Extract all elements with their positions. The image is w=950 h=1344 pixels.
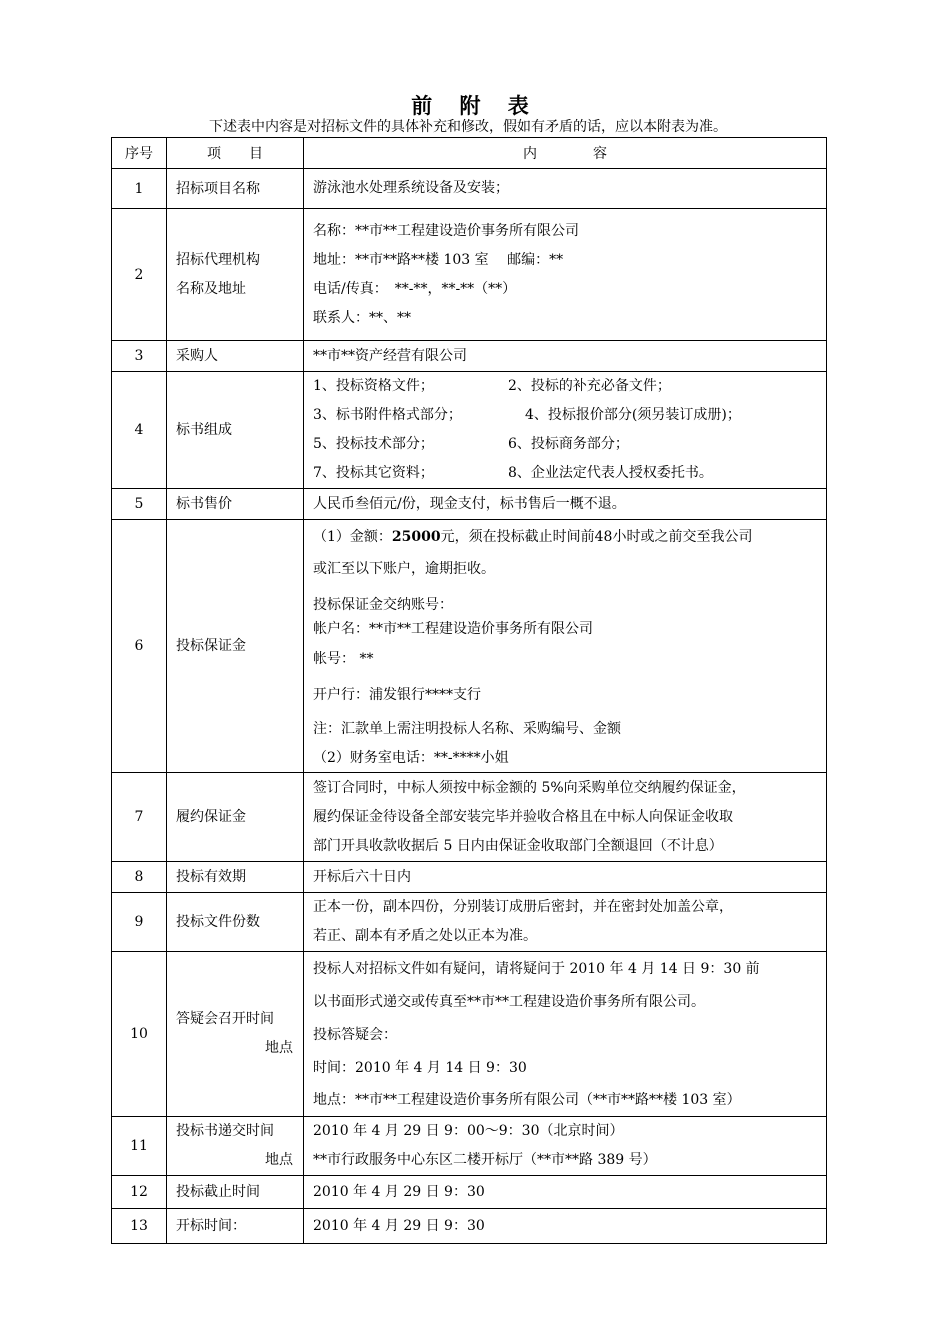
bid-component: 7、投标其它资料； (313, 465, 434, 481)
row-number: 1 (112, 169, 167, 209)
table-row (112, 773, 827, 862)
table-row (112, 489, 827, 520)
table-header-row (112, 138, 827, 169)
bid-component: 1、投标资格文件； (313, 378, 434, 394)
table-row (112, 1176, 827, 1209)
header-no: 序号 (112, 138, 167, 169)
remittance-note: 注：汇款单上需注明投标人名称、采购编号、金额 (313, 721, 621, 737)
table-row (112, 372, 827, 489)
table-row (112, 952, 827, 1117)
row-content (304, 341, 827, 372)
bid-component-pair (313, 430, 820, 459)
item-line: 招标代理机构 (176, 251, 260, 268)
content-line: **市**资产经营有限公司 (313, 347, 467, 364)
row-content (304, 209, 827, 341)
submission-location: **市行政服务中心东区二楼开标厅（**市**路 389 号） (313, 1152, 657, 1168)
row-item (167, 1117, 304, 1176)
row-item: 投标有效期 (167, 862, 304, 893)
header-item: 项 目 (167, 138, 304, 169)
row-item: 采购人 (167, 341, 304, 372)
item-line: 名称及地址 (176, 280, 246, 297)
account-name: 帐户名：**市**工程建设造价事务所有限公司 (313, 621, 593, 637)
content-line: 开标后六十日内 (313, 868, 411, 885)
row-number: 9 (112, 893, 167, 952)
content-line: 2010 年 4 月 29 日 9：30 (313, 1183, 485, 1200)
content-line: 签订合同时，中标人须按中标金额的 5%向采购单位交纳履约保证金， (313, 779, 746, 796)
row-item: 履约保证金 (167, 773, 304, 862)
row-item (167, 952, 304, 1117)
preface-note: 下述表中内容是对招标文件的具体补充和修改，假如有矛盾的话，应以本附表为准。 (209, 119, 727, 135)
row-number: 8 (112, 862, 167, 893)
bid-component: 3、标书附件格式部分； (313, 407, 462, 423)
row-number: 2 (112, 209, 167, 341)
row-number: 5 (112, 489, 167, 520)
table-row (112, 169, 827, 209)
content-line: 以书面形式递交或传真至**市**工程建设造价事务所有限公司。 (313, 994, 705, 1010)
content-line: 若正、副本有矛盾之处以正本为准。 (313, 928, 537, 944)
bid-component-pair (313, 459, 820, 488)
table-row (112, 862, 827, 893)
agency-contact: 联系人：**、** (313, 309, 411, 326)
row-content (304, 372, 827, 489)
row-content (304, 952, 827, 1117)
row-number: 6 (112, 520, 167, 773)
content-line: 部门开具收款收据后 5 日内由保证金收取部门全额退回（不计息） (313, 837, 723, 854)
account-number: 帐号： ** (313, 651, 374, 667)
row-item (167, 209, 304, 341)
content-line: 人民币叁佰元/份，现金支付，标书售后一概不退。 (313, 495, 626, 512)
row-content (304, 169, 827, 209)
row-item: 招标项目名称 (167, 169, 304, 209)
row-content (304, 1176, 827, 1209)
row-number: 10 (112, 952, 167, 1117)
page-title: 前 附 表 (411, 94, 539, 118)
row-item: 投标截止时间 (167, 1176, 304, 1209)
row-number: 4 (112, 372, 167, 489)
row-number: 3 (112, 341, 167, 372)
bid-component-pair (313, 372, 820, 401)
deposit-amount-suffix: 元，须在投标截止时间前48小时或之前交至我公司 (440, 529, 753, 545)
content-line: 或汇至以下账户，逾期拒收。 (313, 561, 495, 577)
row-item: 投标文件份数 (167, 893, 304, 952)
submission-time: 2010 年 4 月 29 日 9：00～9：30（北京时间） (313, 1123, 624, 1139)
agency-phone: 电话/传真： **-**，**-**（**） (313, 280, 517, 297)
row-content (304, 773, 827, 862)
bank-name: 开户行：浦发银行****支行 (313, 687, 481, 703)
bid-component: 4、投标报价部分(须另装订成册)； (525, 407, 741, 423)
bid-component: 5、投标技术部分； (313, 436, 434, 452)
item-line: 地点 (265, 1152, 293, 1168)
header-content: 内 容 (304, 138, 827, 169)
table-row (112, 1117, 827, 1176)
agency-name: 名称：**市**工程建设造价事务所有限公司 (313, 222, 579, 239)
deposit-amount-prefix: （1）金额： (313, 529, 392, 545)
table-row (112, 209, 827, 341)
row-content (304, 862, 827, 893)
content-line: 游泳池水处理系统设备及安装； (313, 180, 509, 196)
qa-time: 时间：2010 年 4 月 14 日 9：30 (313, 1060, 527, 1076)
row-content (304, 489, 827, 520)
content-line: 履约保证金待设备全部安装完毕并验收合格且在中标人向保证金收取 (313, 808, 733, 825)
row-item: 标书组成 (167, 372, 304, 489)
deposit-amount-line (313, 521, 820, 553)
deposit-amount: 25000 (391, 529, 441, 545)
bid-component: 8、企业法定代表人授权委托书。 (508, 465, 713, 481)
finance-phone: （2）财务室电话：**-****小姐 (313, 750, 509, 766)
row-number: 13 (112, 1209, 167, 1244)
item-line: 投标书递交时间 (176, 1123, 274, 1139)
content-line: 投标人对招标文件如有疑问，请将疑问于 2010 年 4 月 14 日 9：30 前 (313, 961, 760, 977)
qa-location: 地点：**市**工程建设造价事务所有限公司（**市**路**楼 103 室） (313, 1092, 741, 1108)
row-number: 7 (112, 773, 167, 862)
table-row (112, 1209, 827, 1244)
bid-component: 2、投标的补充必备文件； (508, 378, 671, 394)
content-line: 正本一份，副本四份，分别装订成册后密封，并在密封处加盖公章， (313, 899, 733, 915)
item-line: 地点 (265, 1040, 293, 1056)
bid-component-pair (313, 401, 820, 430)
row-number: 12 (112, 1176, 167, 1209)
content-line: 2010 年 4 月 29 日 9：30 (313, 1217, 485, 1234)
content-line: 投标保证金交纳账号： (313, 597, 453, 613)
row-content (304, 1117, 827, 1176)
row-content (304, 893, 827, 952)
row-item: 开标时间： (167, 1209, 304, 1244)
agency-address: 地址：**市**路**楼 103 室 邮编：** (313, 251, 564, 268)
appendix-table (111, 137, 827, 1244)
row-content (304, 1209, 827, 1244)
bid-component: 6、投标商务部分； (508, 436, 629, 452)
row-item: 投标保证金 (167, 520, 304, 773)
table-row (112, 341, 827, 372)
row-number: 11 (112, 1117, 167, 1176)
table-row (112, 520, 827, 773)
table-row (112, 893, 827, 952)
row-content (304, 520, 827, 773)
item-line: 答疑会召开时间 (176, 1011, 274, 1027)
content-line: 投标答疑会： (313, 1027, 397, 1043)
row-item: 标书售价 (167, 489, 304, 520)
